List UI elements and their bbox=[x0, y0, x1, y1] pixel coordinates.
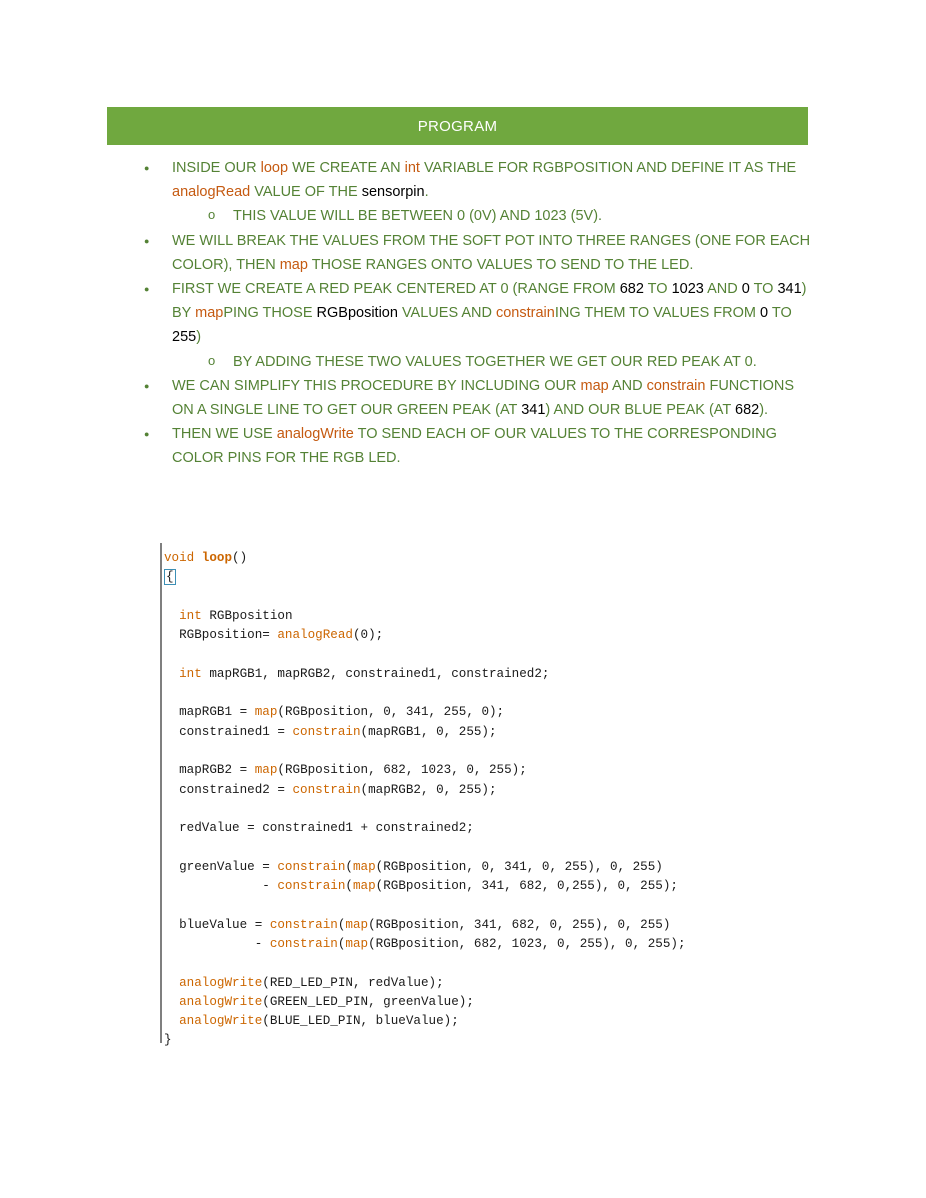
code-line bbox=[164, 976, 444, 990]
bullet-text: VALUE OF THE bbox=[250, 184, 362, 201]
code-token: ( bbox=[337, 936, 346, 951]
code-line bbox=[164, 725, 497, 739]
code-token: (GREEN_LED_PIN, greenValue); bbox=[262, 994, 474, 1009]
code-line bbox=[164, 667, 549, 681]
bullet-text: 0 bbox=[741, 281, 750, 298]
code-token: map bbox=[352, 859, 376, 874]
code-token: (mapRGB1, 0, 255); bbox=[360, 724, 497, 739]
code-token: (RGBposition, 341, 682, 0,255), 0, 255); bbox=[375, 879, 678, 894]
code-token: () bbox=[232, 551, 248, 565]
code-token: (RGBposition, 0, 341, 255, 0); bbox=[277, 705, 505, 720]
bullet-text: constrain bbox=[646, 377, 706, 394]
bullet-text: ) AND OUR BLUE PEAK (AT bbox=[545, 402, 736, 419]
code-token: RGBposition bbox=[201, 608, 293, 623]
code-line bbox=[164, 569, 176, 585]
code-token: ( bbox=[345, 859, 353, 874]
code-line bbox=[164, 879, 678, 893]
code-token: mapRGB2 = bbox=[164, 763, 255, 778]
bullet-list bbox=[172, 156, 812, 471]
bullet-text: BY ADDING THESE TWO VALUES TOGETHER WE GET OUR RED PEAK AT 0. bbox=[233, 353, 757, 370]
code-line bbox=[164, 763, 527, 777]
bullet-text: ). bbox=[759, 402, 769, 419]
code-token: constrain bbox=[277, 879, 346, 894]
code-token: loop bbox=[201, 551, 233, 565]
bullet-text: 682 bbox=[735, 402, 760, 419]
cursor-brace: { bbox=[166, 570, 174, 585]
code-token: constrain bbox=[269, 936, 338, 951]
code-token: greenValue = bbox=[164, 859, 278, 874]
code-token: map bbox=[345, 936, 369, 951]
bullet-text: loop bbox=[260, 160, 289, 176]
bullet-text: AND bbox=[608, 377, 647, 394]
code-token: (RGBposition, 682, 1023, 0, 255); bbox=[277, 763, 527, 778]
code-token: redValue = constrained1 + constrained2; bbox=[164, 821, 474, 836]
code-token: - bbox=[164, 879, 278, 894]
code-token bbox=[164, 667, 179, 681]
code-token bbox=[164, 1014, 179, 1028]
bullet-text: 341 bbox=[777, 281, 802, 298]
code-token: (RGBposition, 0, 341, 0, 255), 0, 255) bbox=[375, 859, 663, 874]
bullet-item bbox=[172, 374, 812, 422]
bullet-text: analogRead bbox=[172, 184, 251, 201]
bullet-text: INSIDE OUR bbox=[172, 160, 261, 176]
code-token: analogWrite bbox=[179, 1014, 263, 1029]
code-token bbox=[164, 609, 179, 623]
code-token: int bbox=[179, 666, 202, 681]
code-token: map bbox=[254, 705, 278, 720]
code-token: int bbox=[179, 608, 202, 623]
bullet-text: constrain bbox=[495, 305, 555, 322]
bullet-text: THIS VALUE WILL BE BETWEEN 0 (0V) AND 1023 (5V). bbox=[233, 208, 603, 225]
code-line bbox=[164, 609, 293, 623]
code-token: (RGBposition, 341, 682, 0, 255), 0, 255) bbox=[368, 917, 671, 932]
code-line bbox=[164, 705, 504, 719]
code-token: mapRGB1 = bbox=[164, 705, 255, 720]
code-token: (BLUE_LED_PIN, blueValue); bbox=[262, 1014, 459, 1029]
code-token: map bbox=[254, 763, 278, 778]
code-token: (mapRGB2, 0, 255); bbox=[360, 782, 497, 797]
bullet-text: WE WILL BREAK THE VALUES FROM THE SOFT POT INTO THREE RANGES (ONE FOR EACH COLOR), THEN bbox=[172, 232, 811, 273]
code-token: analogWrite bbox=[179, 994, 263, 1009]
section-banner bbox=[107, 107, 808, 145]
code-token: ( bbox=[345, 879, 353, 894]
code-token: - bbox=[164, 936, 270, 951]
bullet-text: WE CREATE AN bbox=[288, 160, 405, 176]
code-token bbox=[164, 995, 179, 1009]
bullet-text: 1023 bbox=[671, 281, 704, 298]
code-token: analogWrite bbox=[179, 975, 263, 990]
code-line bbox=[164, 628, 383, 642]
bullet-text: FUNCTIONS ON A SINGLE LINE TO GET OUR GREEN PEAK (AT bbox=[172, 377, 795, 419]
code-line bbox=[164, 821, 474, 835]
code-line bbox=[164, 551, 247, 565]
bullet-text: map bbox=[580, 377, 609, 394]
bullet-text: ) bbox=[196, 329, 202, 346]
bullet-item bbox=[172, 229, 812, 277]
code-token: (RED_LED_PIN, redValue); bbox=[262, 975, 444, 990]
code-token bbox=[164, 976, 179, 990]
code-token: blueValue = bbox=[164, 917, 270, 932]
bullet-item bbox=[172, 422, 812, 470]
bullet-text: VARIABLE FOR RGBPOSITION AND DEFINE IT AS THE bbox=[419, 160, 797, 176]
bullet-text: . bbox=[424, 184, 429, 201]
bullet-text: 682 bbox=[619, 281, 644, 298]
code-token: map bbox=[352, 879, 376, 894]
code-token: constrain bbox=[269, 917, 338, 932]
bullet-text: map bbox=[279, 256, 308, 273]
code-token: analogRead bbox=[277, 628, 353, 643]
code-token: constrain bbox=[292, 782, 361, 797]
code-token: void bbox=[164, 551, 195, 565]
bullet-text: TO bbox=[749, 281, 778, 298]
bullet-text: int bbox=[404, 160, 420, 176]
bullet-text: TO bbox=[768, 305, 792, 322]
code-token: (RGBposition, 682, 1023, 0, 255), 0, 255); bbox=[368, 936, 686, 951]
bullet-item bbox=[172, 156, 812, 204]
bullet-text: TO bbox=[643, 281, 672, 298]
bullet-text: VALUES AND bbox=[397, 305, 496, 322]
code-line bbox=[164, 1033, 172, 1047]
code-block bbox=[162, 543, 762, 1051]
code-token: constrain bbox=[292, 724, 361, 739]
bullet-text: 0 bbox=[760, 305, 769, 322]
code-line bbox=[164, 860, 663, 874]
bullet-text: PING THOSE bbox=[223, 305, 317, 322]
code-line bbox=[164, 1014, 459, 1028]
bullet-text: WE CAN SIMPLIFY THIS PROCEDURE BY INCLUDING OUR bbox=[172, 377, 581, 394]
code-token: constrain bbox=[277, 859, 346, 874]
bullet-text: ) BY bbox=[172, 281, 807, 322]
code-token: map bbox=[345, 917, 369, 932]
bullet-text: THOSE RANGES ONTO VALUES TO SEND TO THE LED. bbox=[307, 256, 694, 273]
bullet-text: FIRST WE CREATE A RED PEAK CENTERED AT 0 (RANGE FROM bbox=[172, 281, 620, 298]
code-token: mapRGB1, mapRGB2, constrained1, constrained2; bbox=[201, 666, 550, 681]
code-token bbox=[194, 551, 202, 565]
code-token: } bbox=[164, 1033, 172, 1048]
banner-title: PROGRAM bbox=[417, 117, 498, 135]
bullet-text: 341 bbox=[521, 402, 546, 419]
bullet-text: THEN WE USE bbox=[172, 426, 277, 443]
bullet-text: TO SEND EACH OF OUR VALUES TO THE CORRESPONDING COLOR PINS FOR THE RGB LED. bbox=[172, 426, 777, 467]
code-line bbox=[164, 937, 686, 951]
code-token: (0); bbox=[352, 628, 384, 643]
sub-bullet-item bbox=[172, 350, 812, 374]
code-token: RGBposition= bbox=[164, 628, 278, 643]
code-token: constrained1 = bbox=[164, 724, 293, 739]
code-line bbox=[164, 918, 670, 932]
bullet-text: RGBposition bbox=[316, 305, 398, 322]
code-screenshot bbox=[160, 543, 762, 1048]
code-line bbox=[164, 995, 474, 1009]
sub-bullet-item bbox=[172, 204, 812, 228]
bullet-text: AND bbox=[703, 281, 742, 298]
code-token: constrained2 = bbox=[164, 782, 293, 797]
bullet-text: map bbox=[195, 305, 224, 322]
bullet-text: analogWrite bbox=[276, 426, 354, 443]
bullet-text: 255 bbox=[172, 329, 197, 346]
bullet-item bbox=[172, 277, 812, 350]
bullet-text: sensorpin bbox=[361, 184, 425, 201]
code-token: ( bbox=[337, 917, 346, 932]
bullet-text: ING THEM TO VALUES FROM bbox=[554, 305, 761, 322]
code-line bbox=[164, 783, 497, 797]
